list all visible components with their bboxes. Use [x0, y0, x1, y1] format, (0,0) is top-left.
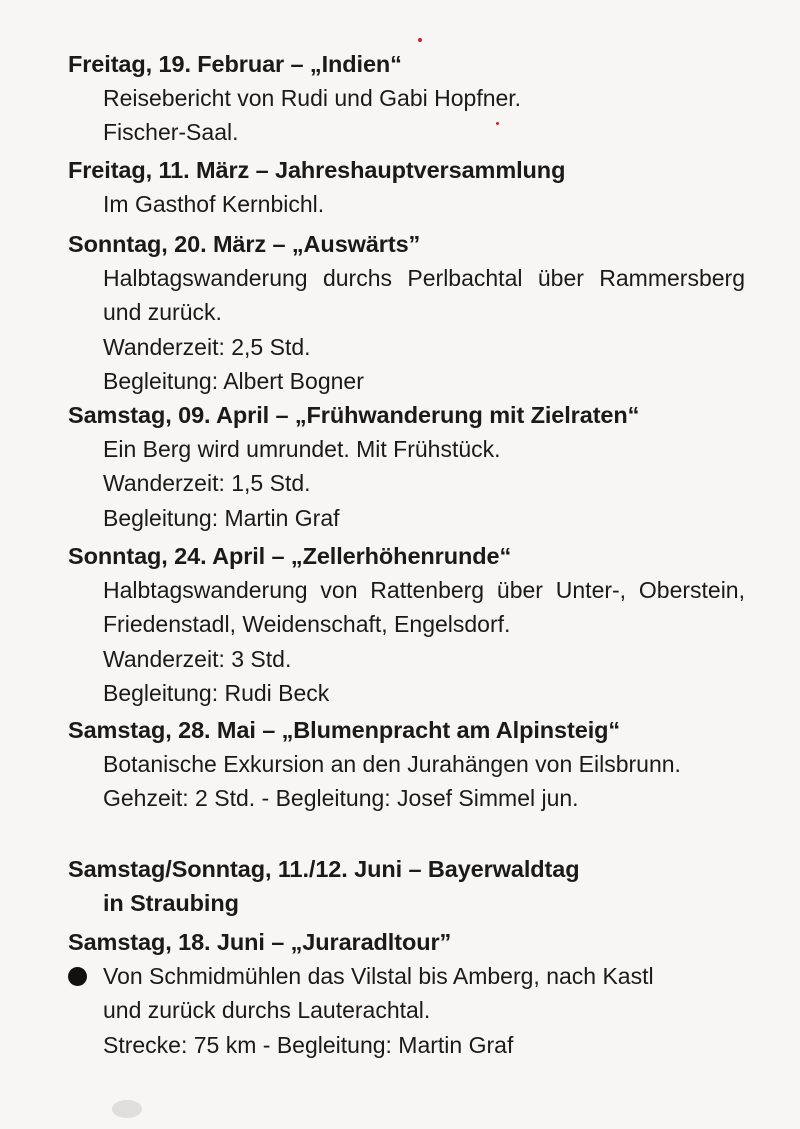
event-detail: Ein Berg wird umrundet. Mit Frühstück.	[103, 436, 501, 462]
scan-smudge	[112, 1100, 142, 1118]
event-title-continued: in Straubing	[103, 890, 239, 916]
event-item	[68, 539, 768, 710]
event-item	[68, 713, 768, 816]
event-title: Freitag, 19. Februar – „Indien“	[68, 51, 402, 77]
event-title: Sonntag, 24. April – „Zellerhöhenrunde“	[68, 543, 512, 569]
event-detail: Strecke: 75 km - Begleitung: Martin Graf	[103, 1031, 514, 1058]
event-title: Samstag, 09. April – „Frühwanderung mit Zielraten“	[68, 402, 640, 428]
event-detail: Gehzeit: 2 Std. - Begleitung: Josef Simmel jun.	[103, 785, 579, 812]
event-title: Samstag/Sonntag, 11./12. Juni – Bayerwaldtag	[68, 856, 580, 882]
event-detail: Fischer-Saal.	[103, 119, 239, 146]
event-detail: und zurück durchs Lauterachtal.	[103, 997, 431, 1024]
event-item	[68, 925, 768, 1062]
event-description: Botanische Exkursion an den Jurahängen von Eilsbrunn.	[103, 751, 681, 777]
event-detail: Begleitung: Rudi Beck	[103, 679, 330, 706]
event-detail: Wanderzeit: 2,5 Std.	[103, 333, 311, 360]
event-item	[68, 153, 768, 221]
event-title: Samstag, 28. Mai – „Blumenpracht am Alpinsteig“	[68, 717, 621, 743]
event-detail: Wanderzeit: 1,5 Std.	[103, 470, 311, 497]
event-detail: Begleitung: Martin Graf	[103, 504, 340, 531]
event-item	[68, 227, 768, 398]
bullet-icon	[68, 967, 87, 986]
event-title: Samstag, 18. Juni – „Juraradltour”	[68, 929, 452, 955]
event-title: Freitag, 11. März – Jahreshauptversammlung	[68, 157, 566, 183]
event-item	[68, 852, 768, 920]
event-detail: Reisebericht von Rudi und Gabi Hopfner.	[103, 85, 522, 111]
event-description: Halbtagswanderung durchs Perlbachtal über Rammersberg und zurück.	[103, 265, 745, 326]
event-title: Sonntag, 20. März – „Auswärts”	[68, 231, 421, 257]
scan-speck	[418, 38, 422, 42]
event-detail: Wanderzeit: 3 Std.	[103, 645, 292, 672]
event-description: Halbtagswanderung von Rattenberg über Unter-, Oberstein, Friedenstadl, Weidenschaft, Engelsdorf.	[103, 577, 745, 638]
event-body	[68, 959, 768, 1062]
scan-speck	[496, 122, 499, 125]
event-detail: Begleitung: Albert Bogner	[103, 367, 364, 394]
event-detail: Im Gasthof Kernbichl.	[103, 191, 325, 217]
event-item	[68, 398, 768, 535]
event-item	[68, 47, 768, 150]
event-detail: Von Schmidmühlen das Vilstal bis Amberg, nach Kastl	[103, 963, 654, 989]
